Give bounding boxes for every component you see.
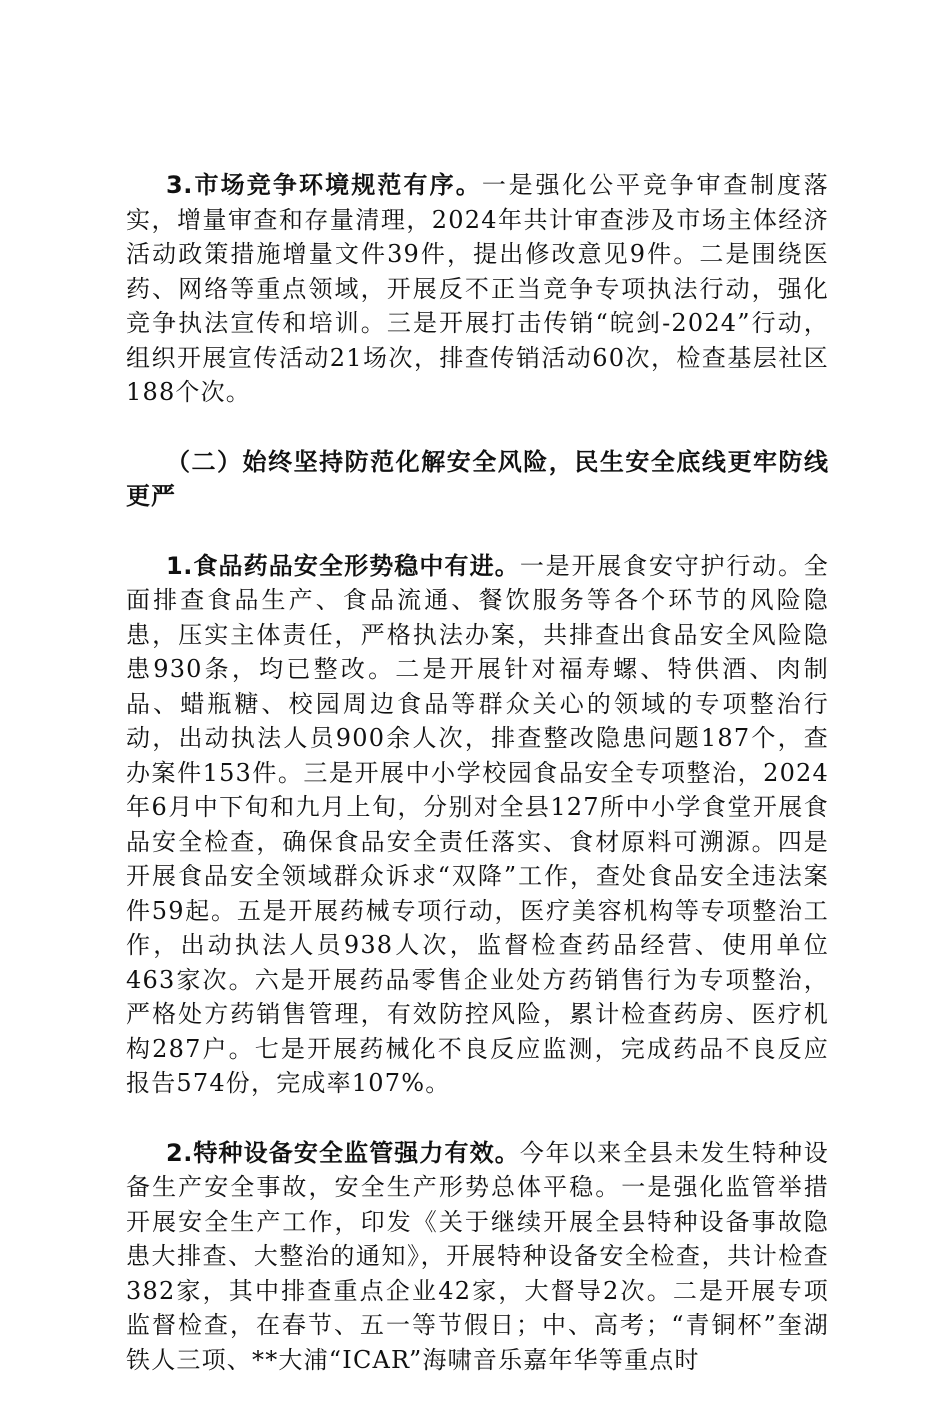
paragraph-text: 一是开展食安守护行动。全面排查食品生产、食品流通、餐饮服务等各个环节的风险隐患，压实主体责任，严格执法办案，共排查出食品安全风险隐患930条，均已整改。二是开展针对福寿螺、特供酒、肉制品、蜡瓶糖、校园周边食品等群众关心的领域的专项整治行动，出动执法人员900余人次，排查整改隐患问题187个，查办案件153件。三是开展中小学校园食品安全专项整治，2024年6月中下旬和九月上旬，分别对全县127所中小学食堂开展食品安全检查，确保食品安全责任落实、食材原料可溯源。四是开展食品安全领域群众诉求“双降”工作，查处食品安全违法案件59起。五是开展药械专项行动，医疗美容机构等专项整治工作，出动执法人员938人次，监督检查药品经营、使用单位463家次。六是开展药品零售企业处方药销售行为专项整治，严格处方药销售管理，有效防控风险，累计检查药房、医疗机构287户。七是开展药械化不良反应监测，完成药品不良反应报告574份，完成率107%。 [126, 551, 829, 1097]
paragraph-market-competition [126, 168, 829, 410]
paragraph-lead-title: 2.特种设备安全监管强力有效。 [166, 1138, 520, 1167]
paragraph-text: 今年以来全县未发生特种设备生产安全事故，安全生产形势总体平稳。一是强化监管举措开展安全生产工作，印发《关于继续开展全县特种设备事故隐患大排查、大整治的通知》，开展特种设备安全检查，共计检查382家，其中排查重点企业42家，大督导2次。二是开展专项监督检查，在春节、五一等节假日；中、高考；“青铜杯”奎湖铁人三项、**大浦“ICAR”海啸音乐嘉年华等重点时 [126, 1138, 829, 1374]
paragraph-food-drug-safety [126, 549, 829, 1101]
section-heading: （二）始终坚持防范化解安全风险，民生安全底线更牢防线更严 [126, 447, 829, 510]
paragraph-lead-title: 3.市场竞争环境规范有序。 [166, 171, 482, 199]
paragraph-text: 一是强化公平竞争审查制度落实，增量审查和存量清理，2024年共计审查涉及市场主体经济活动政策措施增量文件39件，提出修改意见9件。二是围绕医药、网络等重点领域，开展反不正当竞争专项执法行动，强化竞争执法宣传和培训。三是开展打击传销“皖剑-2024”行动，组织开展宣传活动21场次，排查传销活动60次，检查基层社区188个次。 [126, 171, 829, 406]
paragraph-lead-title: 1.食品药品安全形势稳中有进。 [166, 551, 520, 580]
paragraph-special-equipment [126, 1136, 829, 1378]
document-body [126, 168, 829, 1412]
